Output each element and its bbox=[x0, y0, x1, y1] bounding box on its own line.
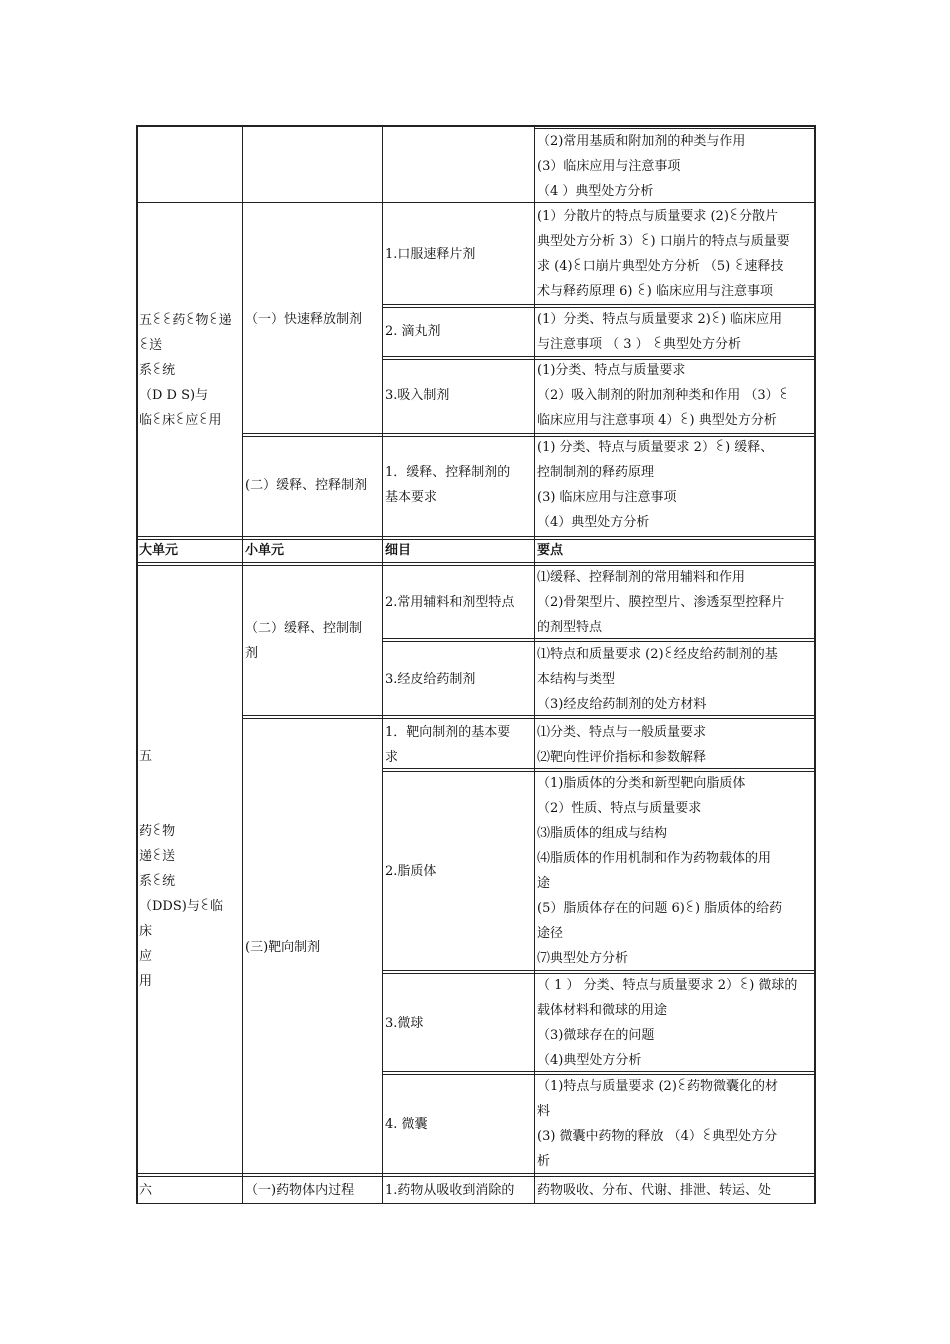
column-border bbox=[242, 125, 243, 1204]
cell-item-wq-line: 3.微球 bbox=[385, 1016, 424, 1031]
table-left-border bbox=[136, 125, 138, 1204]
cell-pts-zzt-line: (5）脂质体存在的问题 6)ꏂ) 脂质体的给药 bbox=[537, 901, 783, 916]
cell-pts-zzt-line: ⑶脂质体的组成与结构 bbox=[537, 826, 668, 841]
cell-item-hs-line: 1．缓释、控释制剂的 bbox=[385, 465, 511, 480]
cell-pts-wq-line: （4)典型处方分析 bbox=[537, 1053, 642, 1068]
cell-item-kfs-line: 1.口服速释片剂 bbox=[385, 247, 476, 262]
cell-sub2b-line: 剂 bbox=[245, 646, 259, 661]
cell-item-zzt-line: 2.脂质体 bbox=[385, 864, 437, 879]
cell-r1-points-line: （4 ）典型处方分析 bbox=[537, 184, 654, 199]
cell-pts-hs-line: 控制制剂的释药原理 bbox=[537, 465, 655, 480]
cell-pts-hs-line: （4）典型处方分析 bbox=[537, 515, 650, 530]
cell-pts-zzt-line: （2）性质、特点与质量要求 bbox=[537, 801, 702, 816]
cell-unit5b-line: 递ꏂ送 bbox=[139, 849, 176, 864]
cell-pts-zzt-line: （1)脂质体的分类和新型靶向脂质体 bbox=[537, 776, 746, 791]
cell-item-wn-line: 4. 微囊 bbox=[385, 1117, 428, 1132]
cell-unit5a-line: ꏂ送 bbox=[139, 338, 163, 353]
header-point: 要点 bbox=[537, 543, 564, 558]
cell-pts-kfs-line: 术与释药原理 6) ꏂ) 临床应用与注意事项 bbox=[537, 284, 773, 299]
row-border bbox=[242, 715, 814, 716]
cell-item-hs-line: 基本要求 bbox=[385, 490, 438, 505]
row-border bbox=[136, 1173, 814, 1174]
cell-unit6-line: 六 bbox=[139, 1183, 153, 1198]
cell-pts-wn-line: (3) 微囊中药物的释放 （4）ꏂ典型处方分 bbox=[537, 1129, 778, 1144]
table-right-border bbox=[814, 125, 816, 1204]
cell-pts-wq-line: （3)微球存在的问题 bbox=[537, 1028, 655, 1043]
cell-pts-cyfl-line: （2)骨架型片、膜控型片、渗透泵型控释片 bbox=[537, 595, 785, 610]
cell-pts-jp-line: 本结构与类型 bbox=[537, 672, 616, 687]
cell-unit5b-line: 五 bbox=[139, 749, 153, 764]
header-subunit: 小单元 bbox=[245, 543, 285, 558]
cell-pts-kfs-line: (1）分散片的特点与质量要求 (2)ꏂ分散片 bbox=[537, 209, 779, 224]
cell-pts-wn-line: 析 bbox=[537, 1154, 551, 1169]
cell-pts-jp-line: ⑴特点和质量要求 (2)ꏂ经皮给药制剂的基 bbox=[537, 647, 778, 662]
cell-pts-jp-line: （3)经皮给药制剂的处方材料 bbox=[537, 697, 707, 712]
cell-unit5b-line: 床 bbox=[139, 924, 153, 939]
header-unit: 大单元 bbox=[139, 543, 179, 558]
cell-pts-zzt-line: ⑷脂质体的作用机制和作为药物载体的用 bbox=[537, 851, 772, 866]
header-row-top bbox=[136, 536, 814, 537]
cell-item-bx-line: 求 bbox=[385, 750, 399, 765]
cell-unit5b-line: 系ꏂ统 bbox=[139, 874, 176, 889]
cell-r1-points-line: （2)常用基质和附加剂的种类与作用 bbox=[537, 134, 746, 149]
cell-item-xr-line: 3.吸入制剂 bbox=[385, 388, 450, 403]
cell-unit5a-line: （D D S)与 bbox=[139, 388, 209, 403]
cell-sub1-line: （一）快速释放制剂 bbox=[245, 312, 363, 327]
cell-pts-cyfl-line: ⑴缓释、控释制剂的常用辅料和作用 bbox=[537, 570, 746, 585]
row-border bbox=[242, 433, 814, 434]
cell-pts-xr-line: (1)分类、特点与质量要求 bbox=[537, 363, 686, 378]
cell-pts6-line: 药物吸收、分布、代谢、排泄、转运、处 bbox=[537, 1183, 772, 1198]
column-border bbox=[382, 125, 383, 1204]
cell-pts-dw-line: 与注意事项 （ 3 ） ꏂ典型处方分析 bbox=[537, 337, 741, 352]
row-border bbox=[242, 718, 814, 719]
cell-unit5a-line: 系ꏂ统 bbox=[139, 363, 176, 378]
cell-pts-zzt-line: ⑺典型处方分析 bbox=[537, 951, 629, 966]
cell-pts-xr-line: 临床应用与注意事项 4）ꏂ) 典型处方分析 bbox=[537, 413, 777, 428]
cell-pts-hs-line: (3) 临床应用与注意事项 bbox=[537, 490, 677, 505]
cell-item-bx-line: 1．靶向制剂的基本要 bbox=[385, 725, 511, 740]
cell-unit5a-line: 临ꏂ床ꏂ应ꏂ用 bbox=[139, 413, 222, 428]
cell-item-jp-line: 3.经皮给药制剂 bbox=[385, 672, 476, 687]
cell-pts-kfs-line: 求 (4)ꏂ口崩片典型处方分析 （5) ꏂ速释技 bbox=[537, 259, 784, 274]
cell-pts-zzt-line: 途径 bbox=[537, 926, 564, 941]
cell-pts-wq-line: （ 1 ） 分类、特点与质量要求 2）ꏂ) 微球的 bbox=[537, 978, 798, 993]
row-border bbox=[136, 202, 242, 203]
cell-r1-points-line: (3）临床应用与注意事项 bbox=[537, 159, 681, 174]
cell-pts-kfs-line: 典型处方分析 3）ꏂ) 口崩片的特点与质量要 bbox=[537, 234, 790, 249]
cell-unit5b-line: （DDS)与ꏂ临 bbox=[139, 899, 223, 914]
cell-pts-wq-line: 载体材料和微球的用途 bbox=[537, 1003, 668, 1018]
cell-sub6-line: （一)药物体内过程 bbox=[245, 1183, 355, 1198]
cell-unit5b-line: 药ꏂ物 bbox=[139, 824, 176, 839]
row-border bbox=[136, 539, 814, 540]
cell-pts-bx-line: ⑵靶向性评价指标和参数解释 bbox=[537, 750, 707, 765]
table-bottom-edge bbox=[136, 1203, 814, 1204]
cell-unit5b-line: 应 bbox=[139, 949, 153, 964]
row-border bbox=[136, 1176, 814, 1177]
cell-pts-hs-line: (1) 分类、特点与质量要求 2）ꏂ) 缓释、 bbox=[537, 440, 774, 455]
cell-item-dw-line: 2. 滴丸剂 bbox=[385, 324, 441, 339]
cell-item6-line: 1.药物从吸收到消除的 bbox=[385, 1183, 515, 1198]
cell-pts-wn-line: （1)特点与质量要求 (2)ꏂ药物微囊化的材 bbox=[537, 1079, 779, 1094]
cell-pts-wn-line: 料 bbox=[537, 1104, 551, 1119]
cell-pts-xr-line: （2）吸入制剂的附加剂种类和作用 （3）ꏂ bbox=[537, 388, 789, 403]
cell-pts-zzt-line: 途 bbox=[537, 876, 551, 891]
cell-sub2b-line: （二）缓释、控制制 bbox=[245, 621, 363, 636]
cell-pts-bx-line: ⑴分类、特点与一般质量要求 bbox=[537, 725, 707, 740]
header-row-bottom bbox=[136, 562, 814, 563]
header-item: 细目 bbox=[385, 543, 412, 558]
cell-item-cyfl-line: 2.常用辅料和剂型特点 bbox=[385, 595, 515, 610]
column-border bbox=[534, 125, 535, 1204]
table-top-border bbox=[136, 125, 814, 127]
cell-pts-dw-line: (1）分类、特点与质量要求 2)ꏂ) 临床应用 bbox=[537, 312, 783, 327]
cell-sub3-line: (三)靶向制剂 bbox=[245, 940, 321, 955]
cell-sub2-line: (二）缓释、控释制剂 bbox=[245, 478, 368, 493]
row-border bbox=[382, 304, 814, 305]
row-border bbox=[242, 202, 382, 203]
cell-unit5a-line: 五ꏂꏂ药ꏂ物ꏂ递 bbox=[139, 313, 232, 328]
cell-unit5b-line: 用 bbox=[139, 974, 153, 989]
cell-pts-cyfl-line: 的剂型特点 bbox=[537, 620, 603, 635]
